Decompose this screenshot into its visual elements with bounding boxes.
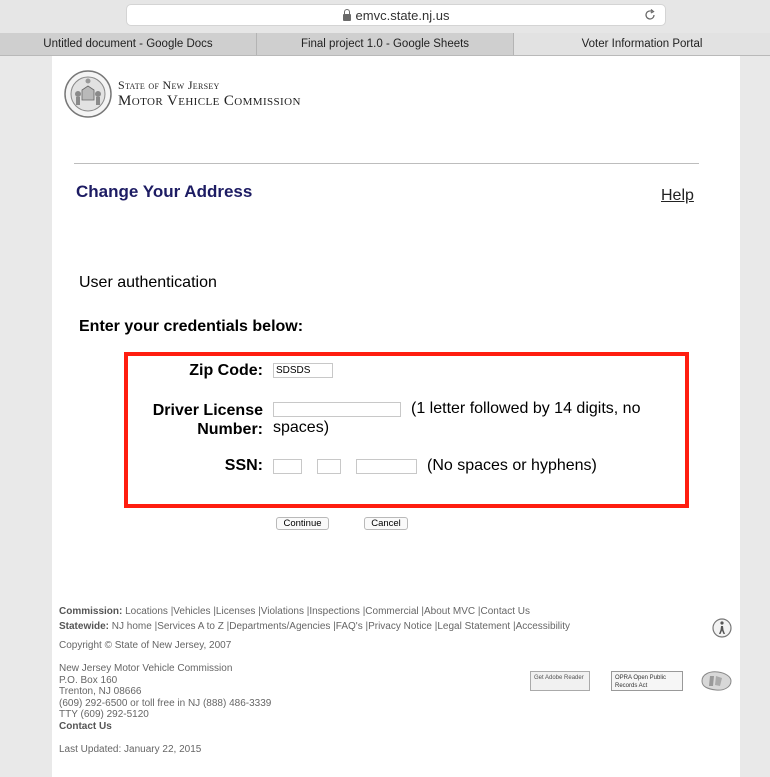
driver-license-hint-line-1: (1 letter followed by 14 digits, no [411, 400, 641, 417]
address-block [59, 663, 271, 732]
web-page [52, 56, 740, 777]
address-line: New Jersey Motor Vehicle Commission [59, 663, 233, 674]
statewide-label: Statewide: [59, 621, 110, 632]
address-line: (609) 292-6500 or toll free in NJ (888) 486-3339 [59, 697, 272, 709]
browser-toolbar [0, 0, 770, 33]
cancel-button[interactable]: Cancel [364, 517, 408, 530]
statewide-links[interactable]: NJ home |Services A to Z |Departments/Agencies |FAQ's |Privacy Notice |Legal Statement |Accessibility [111, 621, 571, 632]
address-bar[interactable] [126, 4, 666, 26]
driver-license-hint-line-2: spaces) [273, 419, 330, 436]
zip-code-input[interactable] [273, 363, 333, 378]
contact-us-link[interactable]: Contact Us [59, 720, 112, 732]
opra-badge[interactable] [611, 671, 683, 691]
driver-license-label-line-2: Number: [197, 421, 263, 438]
copyright: Copyright © State of New Jersey, 2007 [59, 640, 232, 651]
commission-label: Commission: [59, 606, 123, 617]
agency-line-2: Motor Vehicle Commission [118, 93, 301, 109]
accessibility-icon[interactable] [712, 618, 732, 638]
continue-button[interactable]: Continue [276, 517, 329, 530]
ssn-part-2-input[interactable] [317, 459, 341, 474]
reload-icon[interactable] [643, 8, 657, 22]
nj-state-seal-icon [64, 70, 112, 118]
section-heading: User authentication [79, 274, 217, 291]
tab-voter-information-portal[interactable]: Voter Information Portal [514, 33, 770, 55]
instructions: Enter your credentials below: [79, 318, 304, 335]
footer-commission [59, 606, 530, 618]
footer-statewide [59, 621, 570, 633]
lock-icon [343, 14, 351, 21]
url-text: emvc.state.nj.us [355, 7, 450, 23]
header-divider [74, 163, 699, 164]
opra-badge-text: OPRA Open Public Records Act [615, 675, 667, 689]
driver-license-label-line-1: Driver License [152, 402, 263, 419]
address-line: TTY (609) 292-5120 [59, 709, 149, 720]
tab-google-docs[interactable]: Untitled document - Google Docs [0, 33, 257, 55]
tab-bar [0, 33, 770, 56]
agency-line-1: State of New Jersey [118, 78, 220, 92]
commission-links[interactable]: Locations |Vehicles |Licenses |Violations |Inspections |Commercial |About MVC |Contact Us [125, 606, 530, 617]
tab-google-sheets[interactable]: Final project 1.0 - Google Sheets [257, 33, 514, 55]
zip-code-label: Zip Code: [189, 362, 263, 379]
address-line: P.O. Box 160 [59, 674, 118, 686]
driver-license-label [153, 401, 263, 439]
nj-state-logo-icon[interactable] [698, 669, 734, 693]
adobe-reader-badge[interactable] [530, 671, 590, 691]
last-updated: Last Updated: January 22, 2015 [59, 744, 202, 755]
agency-name [118, 78, 301, 110]
ssn-hint: (No spaces or hyphens) [427, 457, 597, 474]
page-title: Change Your Address [76, 182, 253, 201]
ssn-part-1-input[interactable] [273, 459, 302, 474]
ssn-label: SSN: [224, 457, 263, 474]
address-line: Trenton, NJ 08666 [59, 686, 142, 697]
driver-license-input[interactable] [273, 402, 401, 417]
adobe-reader-badge-text: Get Adobe Reader [534, 675, 584, 681]
ssn-part-3-input[interactable] [356, 459, 417, 474]
help-link[interactable]: Help [661, 187, 694, 204]
